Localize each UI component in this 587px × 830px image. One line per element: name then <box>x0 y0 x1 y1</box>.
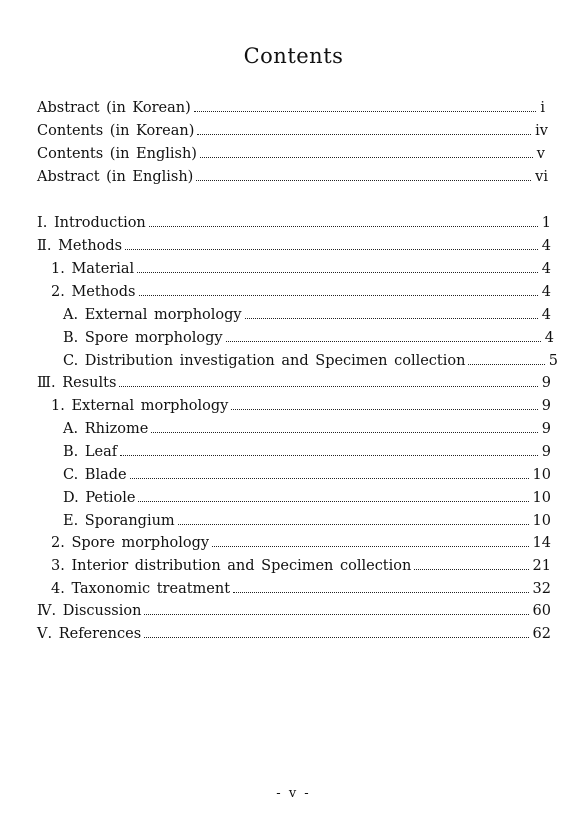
toc-entry-label: E. Sporangium <box>63 513 175 529</box>
dot-leader <box>414 569 528 570</box>
dot-leader <box>130 478 529 479</box>
toc-entry <box>37 213 551 233</box>
toc-entry-page: 5 <box>548 353 558 369</box>
toc-entry <box>37 236 551 256</box>
toc-entry-page: 62 <box>532 626 551 642</box>
toc-entry-page: 1 <box>541 215 551 231</box>
toc-entry <box>37 624 551 644</box>
toc-entry-label: Contents (in English) <box>37 146 197 162</box>
toc-entry <box>51 396 551 416</box>
toc-entry-page: 4 <box>541 307 551 323</box>
page-number: - v - <box>276 786 311 801</box>
toc-entry <box>63 488 551 508</box>
dot-leader <box>178 524 529 525</box>
toc-entry <box>37 144 545 164</box>
toc-entry-label: Abstract (in English) <box>37 169 194 185</box>
toc-entry-label: Contents (in Korean) <box>37 123 195 139</box>
dot-leader <box>200 157 533 158</box>
dot-leader <box>139 295 538 296</box>
toc-entry-page: 60 <box>532 603 551 619</box>
toc-entry <box>63 442 551 462</box>
toc-entry-label: Ⅱ. Methods <box>37 238 123 254</box>
toc-entry-label: B. Leaf <box>63 444 118 460</box>
toc-entry-label: 2. Spore morphology <box>51 535 210 551</box>
toc-entry-label: A. Rhizome <box>63 421 149 437</box>
toc-entry-label: 2. Methods <box>51 284 136 300</box>
toc-entry-label: 1. Material <box>51 261 135 277</box>
toc-entry-page: iv <box>535 123 548 139</box>
dot-leader <box>233 592 529 593</box>
toc-entry-label: 1. External morphology <box>51 398 229 414</box>
toc-entry-page: 4 <box>541 261 551 277</box>
toc-entry <box>37 167 548 187</box>
toc-entry-label: 3. Interior distribution and Specimen collection <box>51 558 412 574</box>
toc-entry-page: 10 <box>532 490 551 506</box>
toc-entry-page: v <box>536 146 545 162</box>
toc-entry <box>51 533 551 553</box>
dot-leader <box>245 318 538 319</box>
toc-entry-page: 9 <box>541 398 551 414</box>
toc-entry <box>63 328 554 348</box>
toc-entry <box>51 579 551 599</box>
toc-entry <box>51 556 551 576</box>
toc-entry-page: vi <box>535 169 548 185</box>
toc-entry <box>37 373 551 393</box>
toc-entry-page: 9 <box>541 421 551 437</box>
dot-leader <box>196 180 531 181</box>
toc-entry-page: 10 <box>532 513 551 529</box>
toc-entry <box>51 282 551 302</box>
toc-entry-label: B. Spore morphology <box>63 330 223 346</box>
dot-leader <box>149 226 538 227</box>
toc-entry-label: Ⅲ. Results <box>37 375 117 391</box>
toc-entry <box>63 465 551 485</box>
toc-entry-page: 10 <box>532 467 551 483</box>
toc-entry-label: C. Blade <box>63 467 127 483</box>
toc-entry-label: A. External morphology <box>63 307 242 323</box>
toc-entry-page: 32 <box>532 581 551 597</box>
toc-entry <box>37 601 551 621</box>
toc-entry-label: C. Distribution investigation and Specimen collection <box>63 353 466 369</box>
toc-entry <box>37 121 548 141</box>
dot-leader <box>468 364 544 365</box>
dot-leader <box>194 111 537 112</box>
dot-leader <box>231 409 537 410</box>
dot-leader <box>138 501 528 502</box>
toc-entry-page: 9 <box>541 444 551 460</box>
toc-entry-page: 9 <box>541 375 551 391</box>
dot-leader <box>137 272 538 273</box>
toc-entry-page: 21 <box>532 558 551 574</box>
toc-entry-page: 4 <box>541 284 551 300</box>
toc-entry-label: D. Petiole <box>63 490 136 506</box>
toc-entry-label: Ⅳ. Discussion <box>37 603 142 619</box>
dot-leader <box>197 134 531 135</box>
toc-entry <box>63 305 551 325</box>
toc-entry <box>37 98 545 118</box>
toc-entry <box>51 259 551 279</box>
toc-entry-label: Ⅰ. Introduction <box>37 215 146 231</box>
toc-entry-label: Abstract (in Korean) <box>37 100 191 116</box>
toc-entry-page: 14 <box>532 535 551 551</box>
dot-leader <box>144 614 528 615</box>
dot-leader <box>125 249 538 250</box>
dot-leader <box>119 386 537 387</box>
toc-entry-label: Ⅴ. References <box>37 626 142 642</box>
toc-entry-label: 4. Taxonomic treatment <box>51 581 231 597</box>
page-title: Contents <box>243 44 344 68</box>
dot-leader <box>144 637 528 638</box>
dot-leader <box>212 546 528 547</box>
toc-entry <box>63 419 551 439</box>
dot-leader <box>120 455 538 456</box>
toc-entry-page: i <box>540 100 545 116</box>
dot-leader <box>151 432 537 433</box>
toc-entry-page: 4 <box>541 238 551 254</box>
dot-leader <box>226 341 541 342</box>
toc-entry-page: 4 <box>544 330 554 346</box>
toc-entry <box>63 511 551 531</box>
toc-entry <box>63 351 558 371</box>
